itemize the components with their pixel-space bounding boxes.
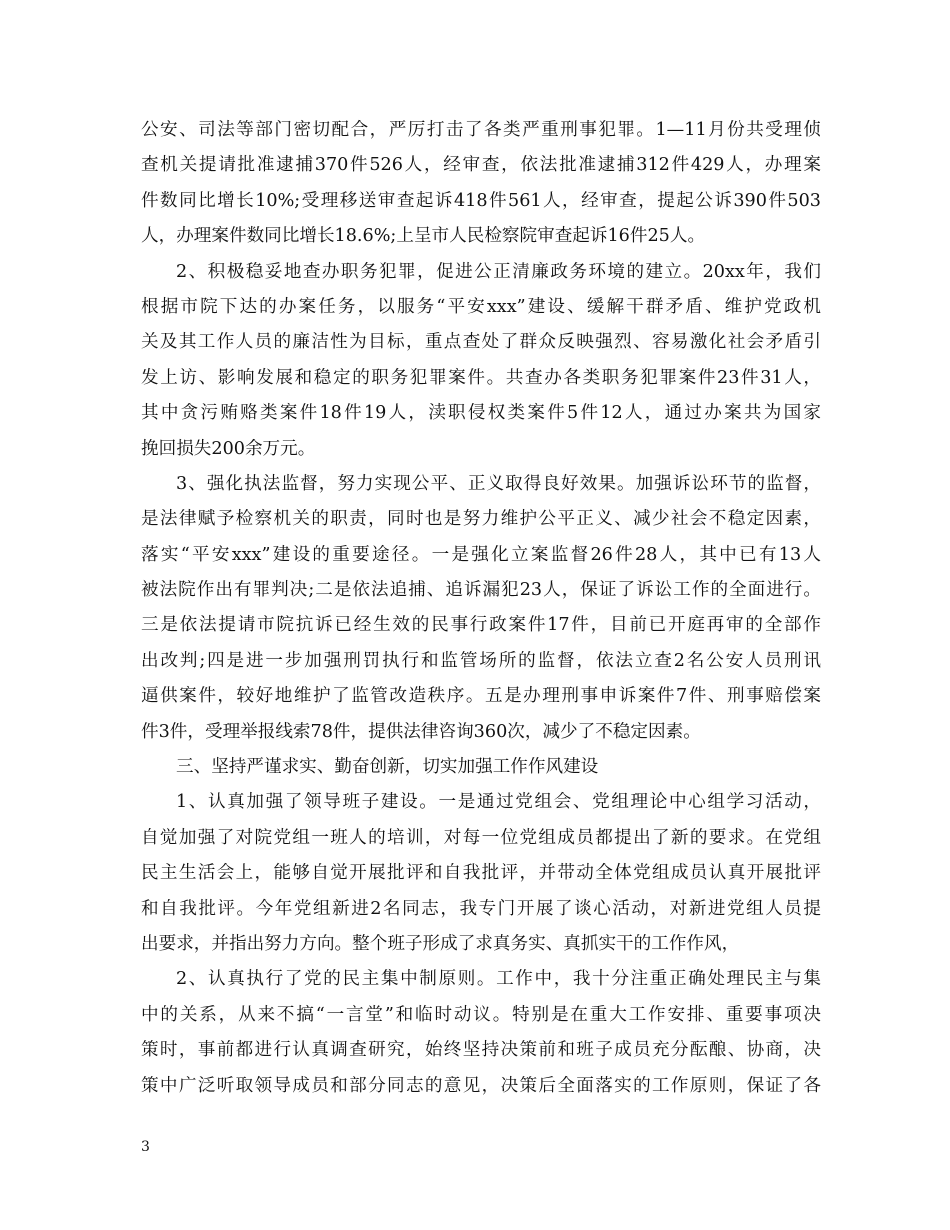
text-line: 挽回损失200余万元。 bbox=[141, 438, 316, 459]
text-line: 发上访、影响发展和稳定的职务犯罪案件。共查办各类职务犯罪案件23件31人， bbox=[141, 367, 821, 388]
text-line: 人，办理案件数同比增长18.6%;上呈市人民检察院审查起诉16件25人。 bbox=[141, 226, 706, 247]
text-line: 民主生活会上，能够自觉开展批评和自我批评，并带动全体党组成员认真开展批评 bbox=[141, 863, 821, 884]
text-line: 自觉加强了对院党组一班人的培训，对每一位党组成员都提出了新的要求。在党组 bbox=[141, 827, 821, 848]
text-line: 2、认真执行了党的民主集中制原则。工作中，我十分注重正确处理民主与集 bbox=[176, 969, 821, 990]
text-line: 是法律赋予检察机关的职责，同时也是努力维护公平正义、减少社会不稳定因素， bbox=[141, 509, 821, 530]
text-line: 公安、司法等部门密切配合，严厉打击了各类严重刑事犯罪。1—11月份共受理侦 bbox=[141, 120, 821, 140]
text-line: 2、积极稳妥地查办职务犯罪，促进公正清廉政务环境的建立。20xx年，我们 bbox=[176, 261, 821, 282]
text-line: 出改判;四是进一步加强刑罚执行和监管场所的监督，依法立查2名公安人员刑讯 bbox=[141, 650, 821, 671]
text-line: 查机关提请批准逮捕370件526人，经审查，依法批准逮捕312件429人，办理案 bbox=[141, 155, 821, 176]
text-line: 中的关系，从来不搞“一言堂”和临时动议。特别是在重大工作安排、重要事项决 bbox=[141, 1004, 821, 1025]
text-line: 和自我批评。今年党组新进2名同志，我专门开展了谈心活动，对新进党组人员提 bbox=[141, 898, 821, 919]
text-line: 其中贪污贿赂类案件18件19人，渎职侵权类案件5件12人，通过办案共为国家 bbox=[141, 403, 821, 424]
text-line: 被法院作出有罪判决;二是依法追捕、追诉漏犯23人，保证了诉讼工作的全面进行。 bbox=[141, 580, 821, 601]
text-line: 1、认真加强了领导班子建设。一是通过党组会、党组理论中心组学习活动， bbox=[176, 792, 821, 813]
text-line: 逼供案件，较好地维护了监管改造秩序。五是办理刑事申诉案件7件、刑事赔偿案 bbox=[141, 686, 821, 707]
text-line: 出要求，并指出努力方向。整个班子形成了求真务实、真抓实干的工作作风， bbox=[141, 933, 740, 954]
text-line: 根据市院下达的办案任务，以服务“平安xxx”建设、缓解干群矛盾、维护党政机 bbox=[141, 296, 821, 317]
text-line: 策时，事前都进行认真调查研究，始终坚持决策前和班子成员充分酝酿、协商，决 bbox=[141, 1040, 821, 1061]
section-heading: 三、坚持严谨求实、勤奋创新，切实加强工作作风建设 bbox=[176, 757, 599, 778]
text-line: 三是依法提请市院抗诉已经生效的民事行政案件17件，目前已开庭再审的全部作 bbox=[141, 615, 821, 636]
text-line: 落实“平安xxx”建设的重要途径。一是强化立案监督26件28人，其中已有13人 bbox=[141, 544, 821, 565]
text-line: 件3件，受理举报线索78件，提供法律咨询360次，减少了不稳定因素。 bbox=[141, 721, 701, 742]
text-line: 件数同比增长10%;受理移送审查起诉418件561人，经审查，提起公诉390件503 bbox=[141, 190, 822, 211]
page-number: 3 bbox=[141, 1139, 150, 1155]
text-line: 策中广泛听取领导成员和部分同志的意见，决策后全面落实的工作原则，保证了各 bbox=[141, 1075, 821, 1096]
text-line: 关及其工作人员的廉洁性为目标，重点查处了群众反映强烈、容易激化社会矛盾引 bbox=[141, 332, 821, 353]
text-line: 3、强化执法监督，努力实现公平、正义取得良好效果。加强诉讼环节的监督， bbox=[176, 473, 821, 494]
document-body bbox=[141, 113, 821, 1104]
